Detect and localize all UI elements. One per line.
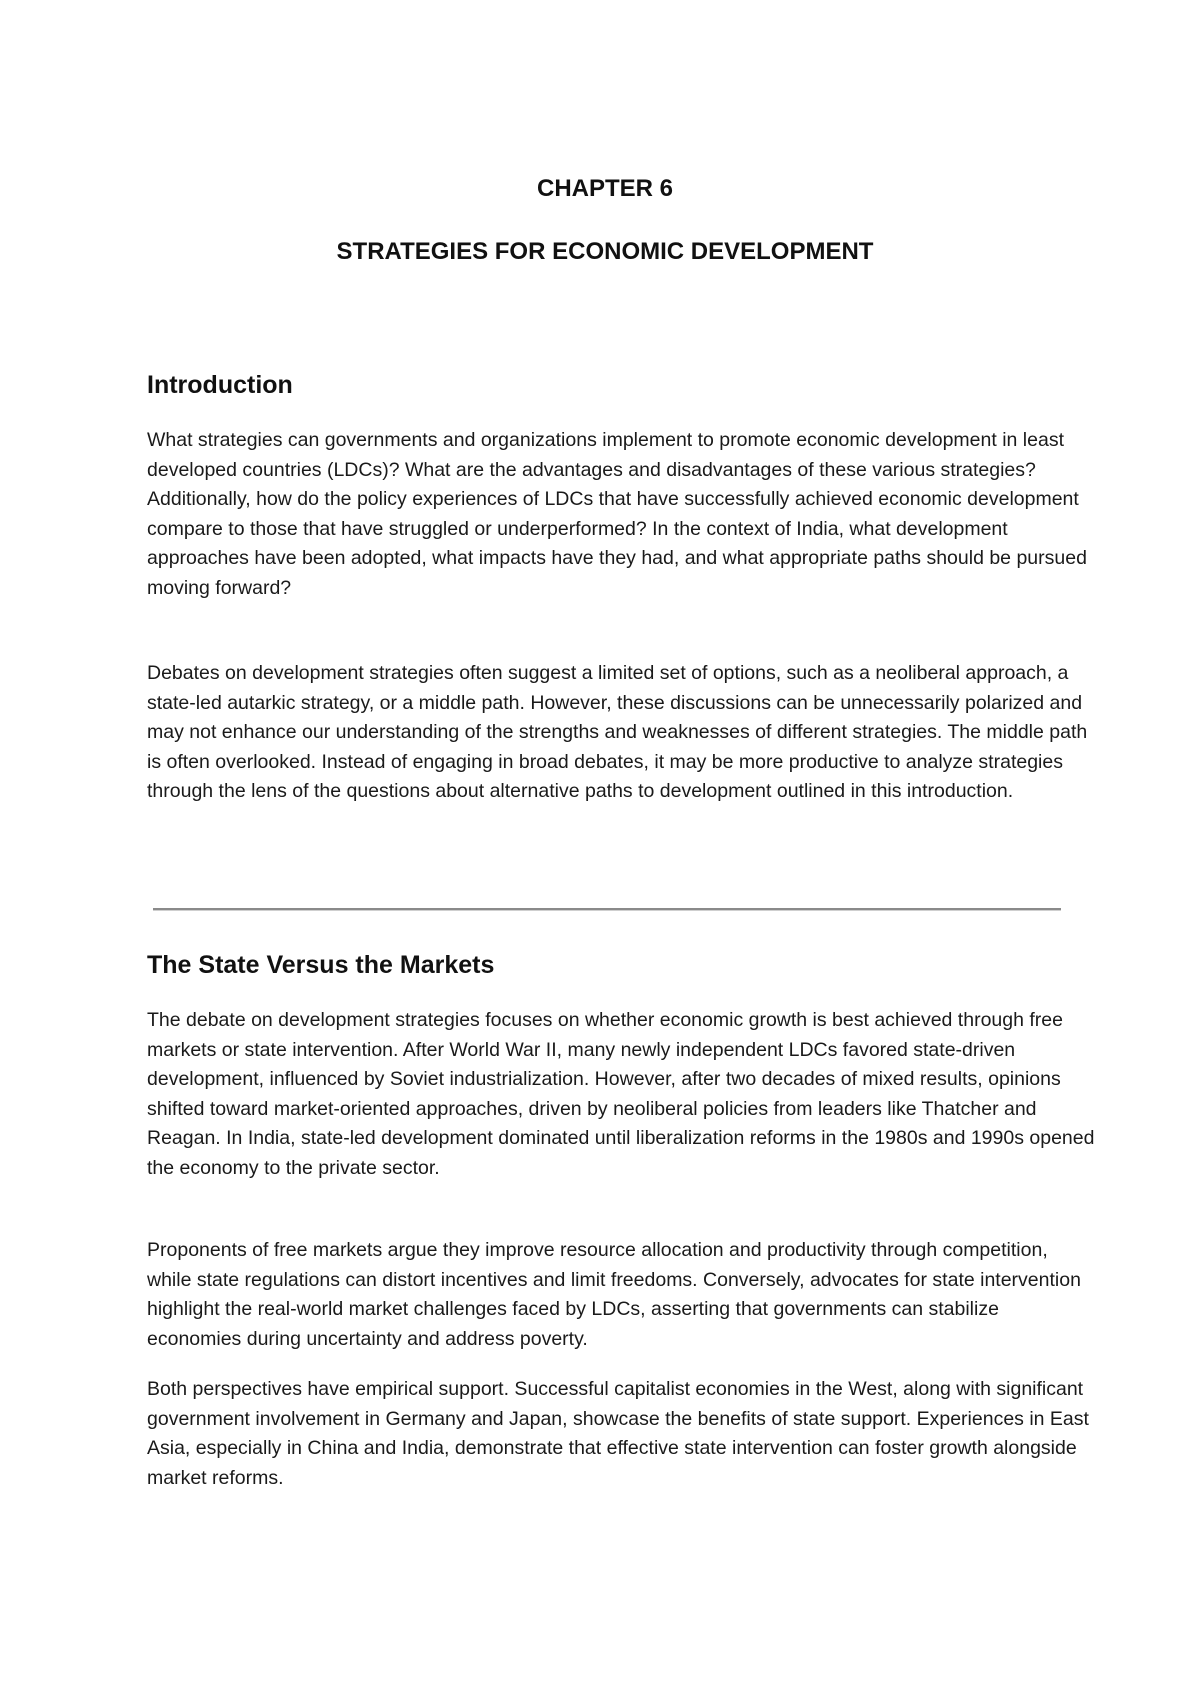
paragraph: [147, 1006, 1097, 1183]
section-heading-state-versus-markets: The State Versus the Markets: [147, 951, 495, 979]
paragraph-text: Both perspectives have empirical support. Successful capitalist economies in the West, along with significant government involvement in Germany and Japan, showcase the benefits of state support. Experiences in East Asia, especially in China and India, demonstrate that effective state intervention can foster growth alongside market reforms.: [147, 1378, 1089, 1489]
chapter-number: CHAPTER 6: [536, 175, 674, 202]
paragraph-text: Debates on development strategies often suggest a limited set of options, such as a neoliberal approach, a state-led autarkic strategy, or a middle path. However, these discussions can be unnecessarily polarized and may not enhance our understanding of the strengths and weaknesses of different strategies. The middle path is often overlooked. Instead of engaging in broad debates, it may be more productive to analyze strategies through the lens of the questions about alternative paths to development outlined in this introduction.: [147, 662, 1088, 802]
paragraph: [147, 426, 1097, 603]
paragraph: [147, 1236, 1097, 1354]
paragraph-text: The debate on development strategies focuses on whether economic growth is best achieved through free markets or state intervention. After World War II, many newly independent LDCs favored state-driven development, influenced by Soviet industrialization. However, after two decades of mixed results, opinions shifted toward market-oriented approaches, driven by neoliberal policies from leaders like Thatcher and Reagan. In India, state-led development dominated until liberalization reforms in the 1980s and 1990s opened the economy to the private sector.: [147, 1009, 1095, 1179]
chapter-title: STRATEGIES FOR ECONOMIC DEVELOPMENT: [336, 238, 874, 265]
section-divider: [153, 908, 1061, 911]
paragraph-text: What strategies can governments and organizations implement to promote economic development in least developed countries (LDCs)? What are the advantages and disadvantages of these various strategies? Additionally, how do the policy experiences of LDCs that have successfully achieved economic development compare to those that have struggled or underperformed? In the context of India, what development approaches have been adopted, what impacts have they had, and what appropriate paths should be pursued moving forward?: [147, 429, 1087, 599]
paragraph-text: Proponents of free markets argue they improve resource allocation and productivity through competition, while state regulations can distort incentives and limit freedoms. Conversely, advocates for state intervention highlight the real-world market challenges faced by LDCs, asserting that governments can stabilize economies during uncertainty and address poverty.: [147, 1239, 1081, 1350]
paragraph: [147, 659, 1097, 807]
paragraph: [147, 1375, 1097, 1493]
section-heading-introduction: Introduction: [147, 371, 293, 399]
